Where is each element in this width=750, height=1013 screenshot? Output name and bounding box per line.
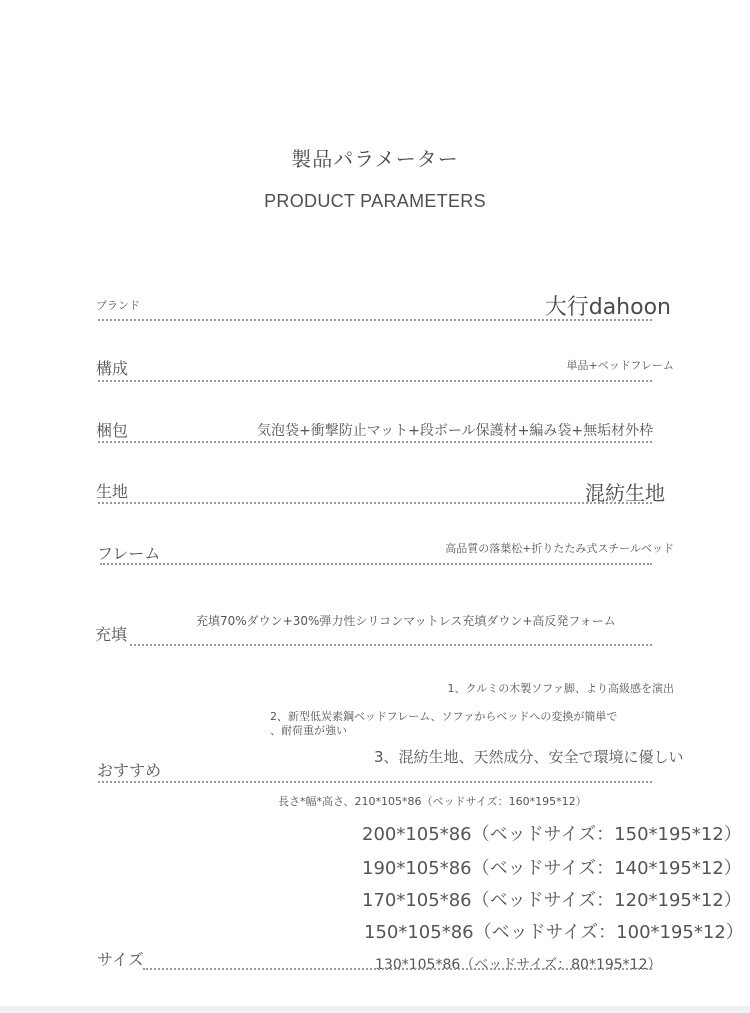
divider <box>98 781 652 783</box>
fabric-label: 生地 <box>96 482 129 501</box>
divider <box>143 968 652 970</box>
composition-value: 単品+ベッドフレーム <box>566 359 674 372</box>
recommend-label: おすすめ <box>97 761 162 780</box>
brand-label: ブランド <box>96 299 140 312</box>
recommend-point-2-cont: 、耐荷重が強い <box>270 724 347 737</box>
frame-value: 高品質の落葉松+折りたたみ式スチールベッド <box>445 542 674 555</box>
size-option-5: 130*105*86（ベッドサイズ：80*195*12） <box>375 957 662 973</box>
size-header: 長さ*幅*高さ、210*105*86（ベッドサイズ：160*195*12） <box>278 795 587 808</box>
page-title-jp: 製品パラメーター <box>291 147 459 171</box>
bottom-strip <box>0 1006 750 1013</box>
recommend-point-2: 2、新型低炭素鋼ベッドフレーム、ソファからベッドへの変換が簡単で <box>270 710 618 723</box>
divider <box>130 644 652 646</box>
recommend-point-1: 1、クルミの木製ソファ脚、より高級感を演出 <box>447 682 674 695</box>
packing-label: 梱包 <box>96 421 129 440</box>
filling-value: 充填70%ダウン+30%弾力性シリコンマットレス充填ダウン+高反発フォーム <box>196 614 616 628</box>
brand-value: 大行dahoon <box>544 295 671 320</box>
size-label: サイズ <box>97 950 144 969</box>
recommend-point-3: 3、混紡生地、天然成分、安全で環境に優しい <box>374 748 684 766</box>
divider <box>98 441 652 443</box>
size-option-3: 170*105*86（ベッドサイズ：120*195*12） <box>362 890 742 911</box>
composition-label: 構成 <box>96 359 129 378</box>
frame-label: フレーム <box>97 544 161 563</box>
packing-value: 気泡袋+衝撃防止マット+段ボール保護材+編み袋+無垢材外枠 <box>257 423 654 439</box>
fabric-value: 混紡生地 <box>585 481 665 505</box>
size-option-4: 150*105*86（ベッドサイズ：100*195*12） <box>364 922 744 943</box>
size-option-1: 200*105*86（ベッドサイズ：150*195*12） <box>362 824 742 845</box>
divider <box>98 319 652 321</box>
divider <box>98 380 652 382</box>
filling-label: 充填 <box>95 625 128 644</box>
divider <box>100 563 652 565</box>
size-option-2: 190*105*86（ベッドサイズ：140*195*12） <box>362 858 742 879</box>
page-title-en: PRODUCT PARAMETERS <box>264 191 486 211</box>
divider <box>98 502 652 504</box>
